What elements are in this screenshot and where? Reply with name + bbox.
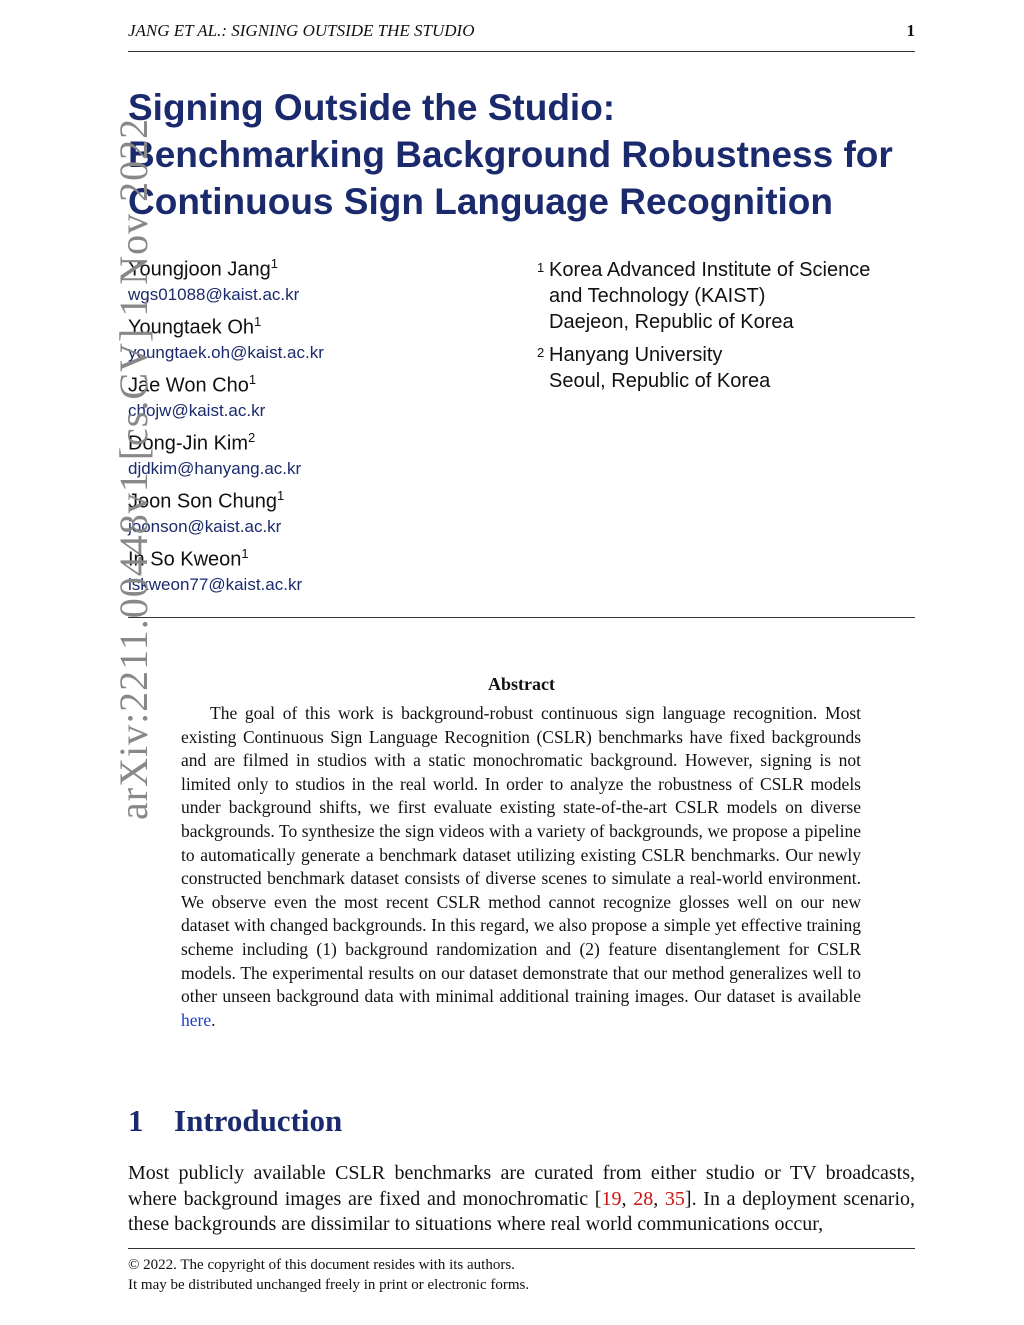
author-name: In So Kweon$^1$: [128, 546, 249, 571]
section-rule: [128, 617, 915, 618]
section-number: 1: [128, 1103, 144, 1138]
abstract-text: The goal of this work is background-robust continuous sign language recognition. Most existing Continuous Sign Language Recognition (CSLR) benchmarks have fixed backgrounds and are filmed in studios with a static monochromatic background. However, signing is not limited only to studios in the real world. In order to analyze the robustness of CSLR models under background shifts, we first evaluate existing state-of-the-art CSLR models on diverse backgrounds. To synthesize the sign videos with a variety of backgrounds, we propose a pipeline to automatically generate a benchmark dataset utilizing existing CSLR benchmarks. Our newly constructed benchmark dataset consists of diverse scenes to simulate a real-world environment. We observe even the most recent CSLR method cannot recognize glosses well on our new dataset with changed backgrounds. In this regard, we also propose a simple yet effective training scheme including (1) background randomization and (2) feature disentanglement for CSLR models. The experimental results on our dataset demonstrate that our method generalizes well to other unseen background data with minimal additional training images. Our dataset is available: [181, 703, 861, 1007]
author-name: Youngjoon Jang$^1$: [128, 256, 278, 281]
author-name: Youngtaek Oh$^1$: [128, 314, 262, 339]
running-header: [128, 21, 915, 45]
author-email[interactable]: wgs01088@kaist.ac.kr: [128, 285, 300, 304]
affiliation-1: 1 Korea Advanced Institute of Science and Technology (KAIST) Daejeon, Republic of Korea: [537, 259, 871, 333]
copyright-line: © 2022. The copyright of this document resides with its authors.: [128, 1257, 515, 1273]
arxiv-stamp: arXiv:2211.00448v1 [cs.CV] 1 Nov 2022: [111, 117, 156, 820]
author-name: Jae Won Cho$^1$: [128, 372, 257, 397]
page-number: 1: [906, 21, 915, 40]
abstract-heading: Abstract: [488, 674, 555, 694]
header-rule: [128, 51, 915, 52]
affiliation-line: Korea Advanced Institute of Science: [549, 259, 871, 281]
author-email[interactable]: youngtaek.oh@kaist.ac.kr: [128, 343, 324, 362]
citation-link[interactable]: 35: [664, 1187, 685, 1210]
license-line: It may be distributed unchanged freely in print or electronic forms.: [128, 1277, 530, 1293]
dataset-link[interactable]: here: [181, 1009, 212, 1030]
affiliation-line: Hanyang University: [549, 344, 723, 366]
author-email[interactable]: iskweon77@kaist.ac.kr: [128, 575, 303, 594]
footer-rule: [128, 1248, 915, 1249]
author-name: Joon Son Chung$^1$: [128, 488, 285, 513]
running-title: JANG ET AL.: SIGNING OUTSIDE THE STUDIO: [128, 21, 475, 40]
author-email[interactable]: chojw@kaist.ac.kr: [128, 401, 266, 420]
affiliation-line: Daejeon, Republic of Korea: [549, 311, 794, 333]
affiliation-2: 2 Hanyang University Seoul, Republic of Korea: [537, 344, 771, 392]
paper-title: [128, 84, 928, 225]
title-line-3: Continuous Sign Language Recognition: [128, 181, 834, 222]
affiliation-line: and Technology (KAIST): [549, 285, 766, 307]
section-title: Introduction: [174, 1103, 343, 1138]
citation-link[interactable]: 28: [633, 1187, 654, 1210]
intro-paragraph: Most publicly available CSLR benchmarks are curated from either studio or TV broadcasts, where background images are fixed and monochromatic [19, 28, 35]. In a deployment scenario, these backgrounds are dissimilar to situations where real world communications occur,: [128, 1162, 916, 1235]
author-email[interactable]: djdkim@hanyang.ac.kr: [128, 459, 302, 478]
author-email[interactable]: joonson@kaist.ac.kr: [128, 517, 282, 536]
affiliation-line: Seoul, Republic of Korea: [549, 370, 771, 392]
abstract-body: The goal of this work is background-robust continuous sign language recognition. Most existing Continuous Sign Language Recognition (CSLR) benchmarks have fixed backgrounds and are filmed in studios with a static monochromatic background. However, signing is not limited only to studios in the real world. In order to analyze the robustness of CSLR models under background shifts, we first evaluate existing state-of-the-art CSLR models on diverse backgrounds. To synthesize the sign videos with a variety of backgrounds, we propose a pipeline to automatically generate a benchmark dataset utilizing existing CSLR benchmarks. Our newly constructed benchmark dataset consists of diverse scenes to simulate a real-world environment. We observe even the most recent CSLR method cannot recognize glosses well on our new dataset with changed backgrounds. In this regard, we also propose a simple yet effective training scheme including (1) background randomization and (2) feature disentanglement for CSLR models. The experimental results on our dataset demonstrate that our method generalizes well to other unseen background data with minimal additional training images. Our dataset is available here.: [181, 703, 861, 1030]
title-line-2: Benchmarking Background Robustness for: [128, 134, 893, 175]
copyright-footer: [128, 1255, 915, 1295]
citation-link[interactable]: 19: [601, 1187, 622, 1210]
author-name: Dong-Jin Kim$^2$: [128, 430, 256, 455]
title-line-1: Signing Outside the Studio:: [128, 87, 616, 128]
section-heading: [128, 1103, 342, 1139]
